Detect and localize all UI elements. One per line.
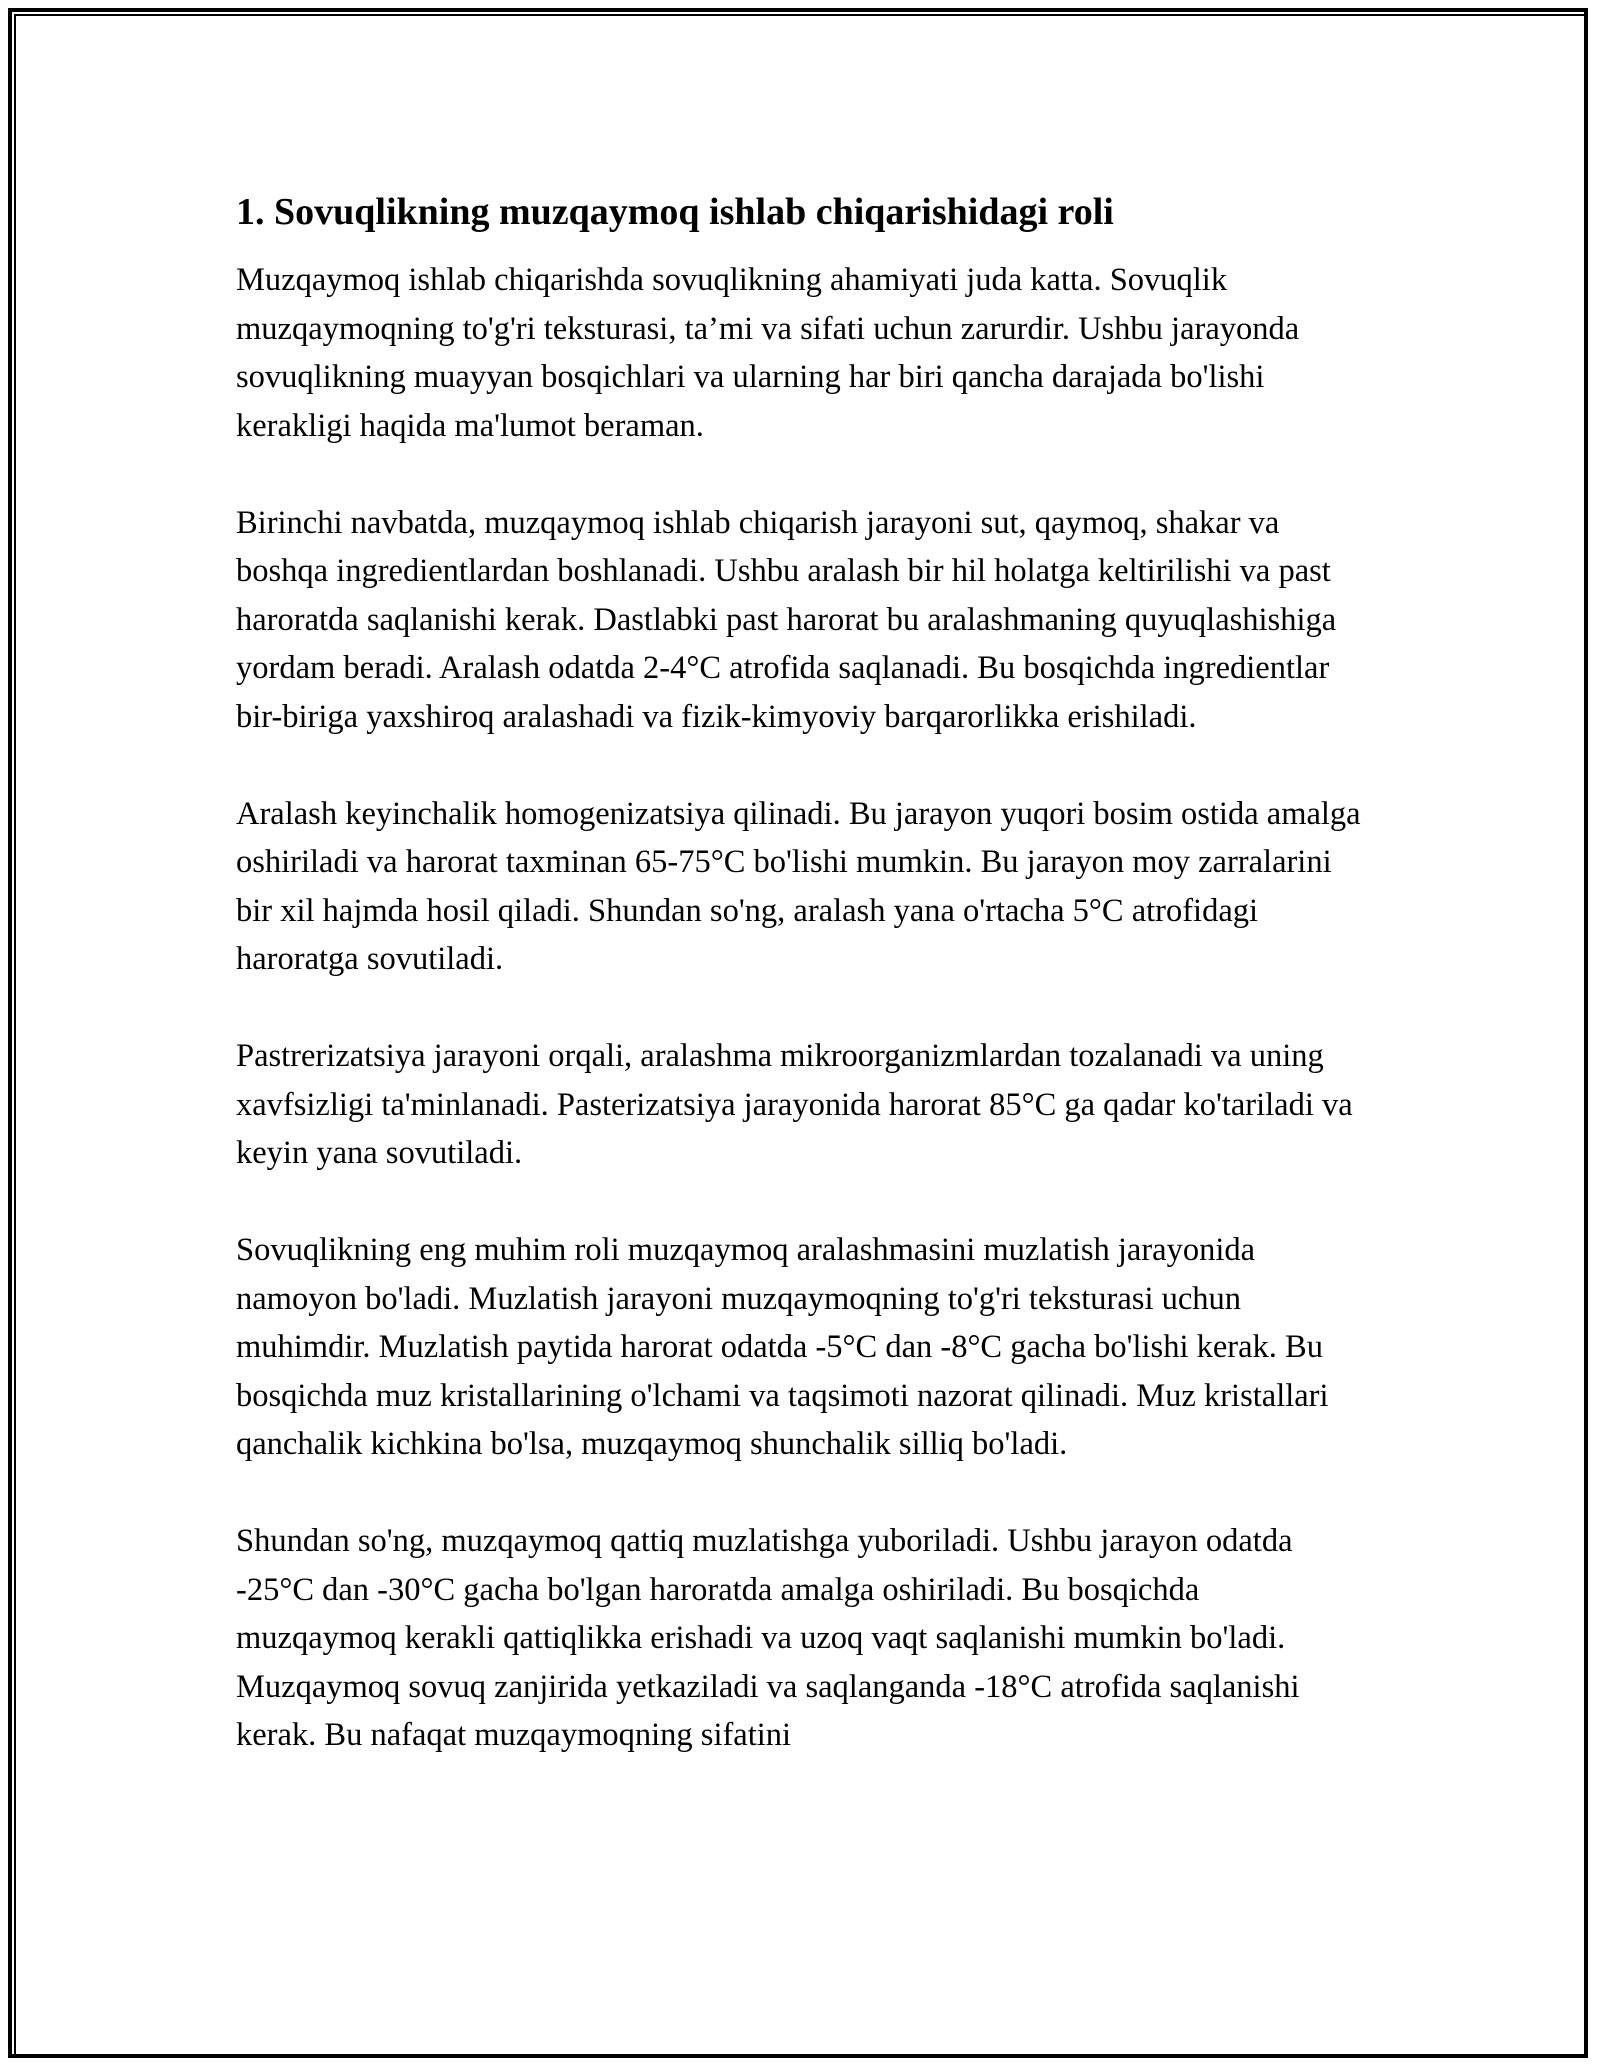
paragraph-freezing: Sovuqlikning eng muhim roli muzqaymoq aralashmasini muzlatish jarayonida namoyon bo'ladi. Muzlatish jarayoni muzqaymoqning to'g'ri teksturasi uchun muhimdir. Muzlatish paytida harorat odatda -5°C dan -8°C gacha bo'lishi kerak. Bu bosqichda muz kristallarining o'lchami va taqsimoti nazorat qilinadi. Muz kristallari qanchalik kichkina bo'lsa, muzqaymoq shunchalik silliq bo'ladi. bbox=[236, 1232, 1329, 1462]
paragraph-ingredients: Birinchi navbatda, muzqaymoq ishlab chiqarish jarayoni sut, qaymoq, shakar va boshqa ingredientlardan boshlanadi. Ushbu aralash bir hil holatga keltirilishi va past haroratda saqlanishi kerak. Dastlabki past harorat bu aralashmaning quyuqlashishiga yordam beradi. Aralash odatda 2-4°C atrofida saqlanadi. Bu bosqichda ingredientlar bir-biriga yaxshiroq aralashadi va fizik-kimyoviy barqarorlikka erishiladi. bbox=[236, 504, 1337, 735]
paragraph-hardening: Shundan so'ng, muzqaymoq qattiq muzlatishga yuboriladi. Ushbu jarayon odatda -25°C dan -30°C gacha bo'lgan haroratda amalga oshiriladi. Bu bosqichda muzqaymoq kerakli qattiqlikka erishadi va uzoq vaqt saqlanishi mumkin bo'ladi. Muzqaymoq sovuq zanjirida yetkaziladi va saqlanganda -18°C atrofida saqlanishi kerak. Bu nafaqat muzqaymoqning sifatini bbox=[236, 1523, 1300, 1753]
paragraph-pasteurization: Pastrerizatsiya jarayoni orqali, aralashma mikroorganizmlardan tozalanadi va uning xavfsizligi ta'minlanadi. Pasterizatsiya jarayonida harorat 85°C ga qadar ko'tariladi va keyin yana sovutiladi. bbox=[236, 1038, 1353, 1171]
section-heading: 1. Sovuqlikning muzqaymoq ishlab chiqarishidagi roli bbox=[236, 191, 1114, 233]
paragraph-intro: Muzqaymoq ishlab chiqarishda sovuqlikning ahamiyati juda katta. Sovuqlik muzqaymoqning to'g'ri teksturasi, ta’mi va sifati uchun zarurdir. Ushbu jarayonda sovuqlikning muayyan bosqichlari va ularning har biri qancha darajada bo'lishi kerakligi haqida ma'lumot beraman. bbox=[236, 262, 1300, 444]
paragraph-homogenization: Aralash keyinchalik homogenizatsiya qilinadi. Bu jarayon yuqori bosim ostida amalga oshiriladi va harorat taxminan 65-75°C bo'lishi mumkin. Bu jarayon moy zarralarini bir xil hajmda hosil qiladi. Shundan so'ng, aralash yana o'rtacha 5°C atrofidagi haroratga sovutiladi. bbox=[236, 795, 1361, 977]
document-body bbox=[236, 188, 1366, 1808]
